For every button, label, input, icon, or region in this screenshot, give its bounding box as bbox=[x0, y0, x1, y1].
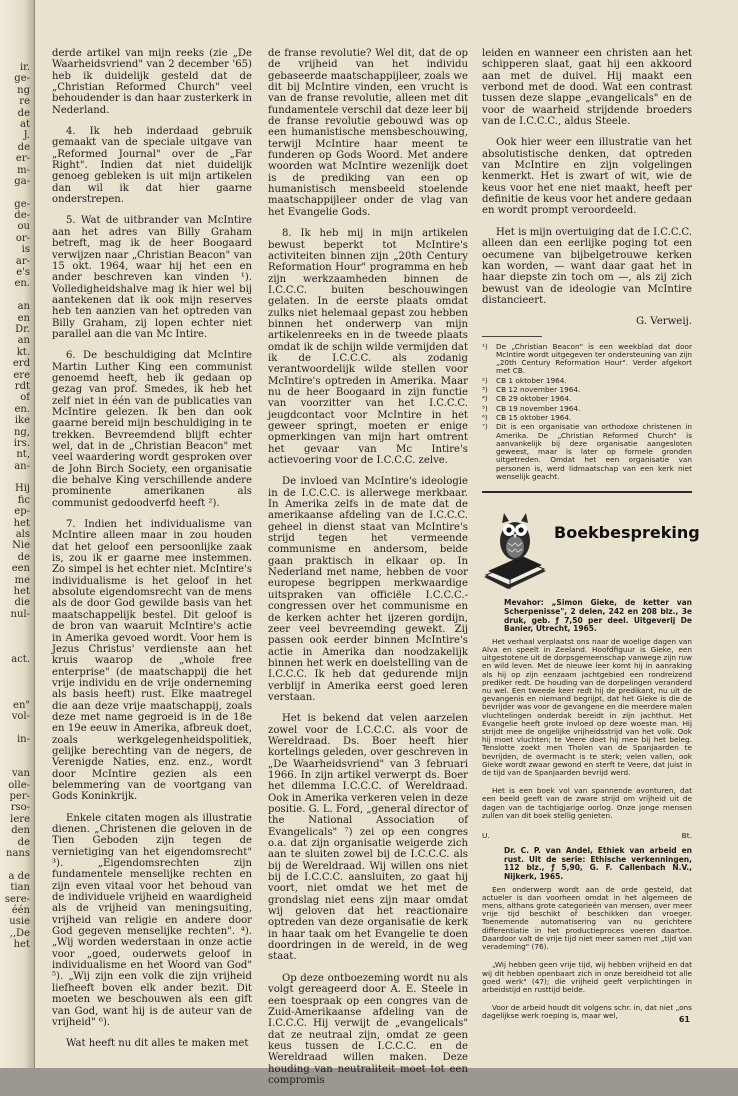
paragraph: 5. Wat de uitbrander van McIntire aan het adres van Billy Graham betreft, mag ik de heer Boogaard verwijzen naar „Christian Beacon" van 15 okt. 1964, waar hij het een en ander beschreven kan vinden ¹). Volledigheidshalve mag ik hier wel bij aantekenen dat ik ook mijn reserves heb ten aanzien van het optreden van Billy Graham, zij lopen echter niet parallel aan die van Mc Intire. bbox=[52, 215, 252, 340]
footnote-rule bbox=[482, 336, 542, 337]
spine-fragment: het bbox=[13, 585, 30, 597]
spine-fragment: an bbox=[17, 301, 30, 313]
spine-fragment: Nie bbox=[12, 540, 30, 552]
spine-fragment: rso- bbox=[10, 802, 30, 814]
footnote-text: CB 19 november 1964. bbox=[496, 403, 581, 413]
paragraph: 4. Ik heb inderdaad gebruik gemaakt van de speciale uitgave van „Reformed Journal" over de „Far Right". Indien dat niet duidelijk genoeg gebleken is uit mijn artikelen dan wil ik dat hier gaarne onderstrepen. bbox=[52, 126, 252, 206]
spine-fragment: rdt bbox=[14, 380, 30, 392]
spine-fragment: irs. bbox=[13, 437, 30, 449]
paragraph: leiden en wanneer een christen aan het schipperen slaat, gaat hij een akkoord aan met de duivel. Hij maakt een verbond met de dood. Wat een contrast tussen deze slappe „evangelicals" en de voor de waarheid strijdende broeders van de I.C.C.C., aldus Steele. bbox=[482, 48, 692, 128]
spine-fragment: e's bbox=[16, 267, 30, 279]
paragraph: Wat heeft nu dit alles te maken met bbox=[66, 1038, 249, 1050]
review-1-initials-left: U. bbox=[482, 830, 490, 840]
facing-page-gutter bbox=[0, 0, 35, 1068]
spine-fragment: het bbox=[13, 939, 30, 951]
spine-fragment: er- bbox=[15, 153, 30, 165]
footnote bbox=[482, 395, 692, 403]
spine-fragment: an bbox=[17, 335, 30, 347]
footnote-number: ⁶) bbox=[482, 412, 488, 422]
footnote-text: CB 15 oktober 1964. bbox=[496, 412, 572, 422]
spine-fragment bbox=[0, 677, 30, 688]
book-entry-1: Mevahor: „Simon Gieke, de ketter van Scherpenisse", 2 delen, 242 en 208 blz., 3e druk, geb. ƒ 7,50 per deel. Uitgeverij De Banier, Utrecht, 1965. bbox=[504, 598, 692, 634]
spine-fragment: de- bbox=[14, 210, 30, 222]
paragraph: Ook hier weer een illustratie van het absolutistische denken, dat optreden van McIntire en zijn volgelingen kenmerkt. Het is zwart of wit, wie de keus voor het ene niet maakt, heeft per definitie de keus voor het andere gedaan en wordt prompt veroordeeld. bbox=[482, 137, 693, 217]
spine-fragment: per- bbox=[9, 791, 30, 802]
spine-fragment: de bbox=[17, 107, 30, 119]
spine-fragment: de bbox=[17, 551, 30, 563]
spine-fragment: usie bbox=[9, 916, 30, 928]
spine-fragment: ar- bbox=[15, 255, 30, 267]
spine-fragment bbox=[0, 723, 30, 734]
column-right bbox=[482, 48, 700, 1031]
spine-fragment: fic bbox=[17, 494, 30, 506]
spine-fragment bbox=[0, 757, 30, 768]
spine-fragment: ep- bbox=[14, 506, 30, 518]
footnote bbox=[482, 343, 692, 376]
column-left bbox=[52, 48, 252, 1060]
footnote-number: ³) bbox=[482, 385, 488, 395]
review-2-paragraph-1: Een onderwerp wordt aan de orde gesteld, dat actueler is dan voorheen omdat in het algemeen de mens, althans grote categorieën van mensen, over meer vrije tijd beschikt of beschikken dan vroeger. Toenemende automatisering van nu gerichtere differentiatie in het productieproces voeren daartoe. Daardoor valt de vrije tijd niet meer samen met „tijd van verademing" (76). bbox=[482, 884, 692, 952]
spine-fragment: ,,De bbox=[9, 927, 30, 939]
spine-fragment bbox=[0, 643, 30, 654]
column-middle bbox=[268, 48, 468, 1096]
spine-fragment: Hij bbox=[14, 483, 30, 495]
footnote-number: ²) bbox=[482, 375, 488, 385]
paragraph: 8. Ik heb mij in mijn artikelen bewust beperkt tot McIntire's activiteiten binnen zijn „20th Century Reformation Hour" programma en heb zijn werkzaamheden binnen de I.C.C.C. buiten beschouwingen gelaten. In de eerste plaats omdat zulks niet helemaal gepast zou hebben binnen het onderwerp van mijn artikelenreeks en in de tweede plaats omdat ik de schijn wilde vermijden dat ik de I.C.C.C. als zodanig verantwoordelijk wilde stellen voor McIntire's optreden in Amerika. Maar nu de heer Boogaard in zijn functie van voorzitter van het I.C.C.C. jeugdcontact voor McIntire in het geweer springt, moeten er enige opmerkingen van mijn hart omtrent het gevaar van Mc Intire's actievoering voor de I.C.C.C. zelve. bbox=[268, 228, 468, 467]
spine-fragment: in- bbox=[16, 734, 30, 746]
paragraph: de franse revolutie? Wel dit, dat de op de vrijheid van het individu gebaseerde maatschappijleer, zoals we dit bij McIntire vinden, een vrucht is van de franse revolutie, alleen met dit fundamentele verschil dat deze leer bij de franse revolutie gebouwd was op een humanistische mensbeschouwing, terwijl McIntire haar meent te funderen op Gods Woord. Met andere woorden wat McIntire wezenlijk doet is de prediking van een op humanistisch mensbeeld stoelende maatschappijleer onder de vlag van het Evangelie Gods. bbox=[268, 48, 468, 218]
spine-fragment: ge- bbox=[14, 73, 30, 85]
spine-fragment: ere bbox=[13, 369, 30, 381]
spine-fragment: an- bbox=[14, 460, 30, 472]
paragraph: De invloed van McIntire's ideologie in de I.C.C.C. is allerwege merkbaar. In Amerika zelfs in de mate dat de amerikaanse afdeling van de I.C.C.C. geheel in dienst staat van McIntire's strijd tegen het vermeende communisme en andersom, beide gaan praktisch in elkaar op. In Nederland met name, hebben de voor europese begrippen merkwaardige uitspraken van officiële I.C.C.C.-congressen over het communisme en de kerken achter het ijzeren gordijn, zeer veel bevreemding gewekt. Zij passen ook eerder binnen McIntire's actie in Amerika dan noodzakelijk binnen het werk en doelstelling van de I.C.C.C. Ik heb dat gedurende mijn verblijf in Amerika eerst goed leren verstaan. bbox=[268, 476, 468, 703]
owl-on-books-icon bbox=[482, 503, 550, 595]
footnote-number: ⁴) bbox=[482, 394, 488, 404]
spine-fragment bbox=[0, 666, 30, 677]
footnote-text: CB 1 oktober 1964. bbox=[496, 375, 567, 385]
review-1-signature bbox=[482, 830, 692, 841]
spine-fragment: het bbox=[13, 517, 30, 529]
spine-fragment: en. bbox=[14, 403, 30, 415]
spine-fragment: ou bbox=[17, 221, 30, 233]
book-review-title: Boekbespreking bbox=[554, 523, 700, 543]
spine-fragment bbox=[0, 859, 30, 870]
book-entry-2: Dr. C. P. van Andel, Ethiek van arbeid en rust. Uit de serie: Ethische verkenningen, 112 blz., ƒ 5,90, G. F. Callenbach N.V., Nijkerk, 1965. bbox=[504, 846, 692, 882]
spine-fragment: a de bbox=[8, 870, 30, 882]
review-2-paragraph-2: „Wij hebben geen vrije tijd, wij hebben vrijheid en dat wij dit hebben openbaart zich in onze bereidheid tot alle goed werk" (47); die vrijheid geeft verplichtingen in arbeidstijd en rusttijd beide. bbox=[482, 960, 692, 994]
paragraph: Het is mijn overtuiging dat de I.C.C.C. alleen dan een eerlijke poging tot een oecumene van bijbelgetrouwe kerken kan worden, — want daar gaat het in haar diepste zin toch om —, als zij zich bewust van de ideologie van McIntire distancieert. bbox=[482, 226, 692, 306]
footnote-text: Dit is een organisatie van orthodoxe christenen in Amerika. De „Christian Reformed Church" is aanvankelijk bij deze organisatie aangesloten geweest, maar is later op formele gronden uitgetreden. Omdat het een organisatie van personen is, werd lidmaatschap van een kerk niet wenselijk geacht. bbox=[496, 422, 692, 482]
spine-fragment: als bbox=[15, 529, 30, 541]
footnote bbox=[482, 386, 692, 394]
review-1-paragraph-1: Het verhaal verplaatst ons naar de woelige dagen van Alva en speelt in Zeeland. Hoofdfiguur is Gieke, een uitgestotene uit de dorpsgemeenschap vanwege zijn ruw en wild leven. Met de nieuwe leer komt hij in aanraking als hij op zijn eenzaam jachtgebied een rondreizend prediker redt. De houding van de dorpelingen veranderd nu wel. Een tweede keer redt hij de predikant, nu uit de gevangenis en niemand begrijpt, dat het Gieke is die de bevrijder was voor de gevangene en die meerdere malen vluchtelingen onderdak bereidt in zijn jachthut. Het Evangelie heeft grote invloed op deze woeste man. Hij strijdt mee de ongelijke vrijheidsstrijd van het volk. Ook hij moet vluchten; te Veere doet hij mee bij het beleg. Tenslotte zoekt men Tholen van de Spanjaarden te bevrijden, de overmacht is te sterk; velen vallen, ook Gieke wordt zwaar gewond en sterft te Veere, dat juist in de tijd van de Spanjaarden bevrijd werd. bbox=[482, 636, 692, 777]
author-signature: G. Verweij. bbox=[636, 316, 692, 328]
spine-fragment: en" bbox=[13, 699, 30, 711]
footnote bbox=[482, 423, 692, 481]
spine-fragment: ir. bbox=[19, 62, 30, 73]
review-1-initials-right: Bt. bbox=[681, 830, 692, 840]
spine-fragment: één bbox=[11, 904, 30, 916]
footnote-text: De „Christian Beacon" is een weekblad dat door McIntire wordt uitgegeven ter ondersteuning van zijn „20th Century Reformation Hour". Verder afgekort met CB. bbox=[496, 341, 692, 376]
paragraph: Het is bekend dat velen aarzelen zowel voor de I.C.C.C. als voor de Wereldraad. Ds. Boer heeft hier kortelings geleden, over geschreven in „De Waarheidsvriend" van 3 februari 1966. In zijn artikel verwerpt ds. Boer het dilemma I.C.C.C. of Wereldraad. Ook in Amerika verkeren velen in deze positie. G. L. Ford, „general director of the National Association of Evangelicals" ⁷) zei op een congres o.a. dat zijn organisatie weigerde zich aan te sluiten zowel bij de I.C.C.C. als bij de Wereldraad. Wij willen ons niet bij de I.C.C.C. aansluiten, zo gaat hij voort, niet omdat we het met de grondslag niet eens zijn maar omdat wij geloven dat het reactionaire optreden van deze organisatie de kerk in haar taak om het Evangelie te doen doordringen in de wereld, in de weg staat. bbox=[268, 713, 468, 963]
spine-fragment: is bbox=[21, 244, 30, 256]
spine-fragment: van bbox=[11, 768, 30, 780]
spine-fragment: die bbox=[14, 597, 30, 609]
spine-fragment: nt, bbox=[16, 449, 30, 461]
paragraph: derde artikel van mijn reeks (zie „De Waarheidsvriend" van 2 december '65) heb ik duidelijk gesteld dat de „Christian Reformed Church" veel behoudender is dan haar zusterkerk in Nederland. bbox=[52, 48, 252, 116]
spine-fragment: olle- bbox=[8, 779, 30, 791]
spine-fragment: Dr. bbox=[15, 323, 30, 335]
footnote-number: ⁷) bbox=[482, 422, 488, 432]
spine-fragment: de bbox=[17, 836, 30, 848]
spine-fragment bbox=[0, 290, 30, 301]
paragraph: Op deze ontboezeming wordt nu als volgt gereageerd door A. E. Steele in een toespraak op een congres van de Zuid-Amerikaanse afdeling van de I.C.C.C. Hij verwijt de „evangelicals" dat ze neutraal zijn, omdat ze geen keus tussen de I.C.C.C. en de Wereldraad willen maken. Deze houding van neutraliteit moet tot een compromis bbox=[268, 972, 468, 1086]
spine-fragment bbox=[0, 472, 30, 483]
spine-fragment: den bbox=[11, 825, 30, 837]
spine-fragment: J. bbox=[23, 130, 30, 142]
spine-fragment: en bbox=[17, 312, 30, 324]
spine-fragment: vol- bbox=[11, 711, 30, 723]
article-conclusion bbox=[482, 48, 692, 306]
spine-fragment: ng, bbox=[13, 426, 30, 438]
footnote bbox=[482, 377, 692, 385]
spine-fragment: lere bbox=[10, 813, 30, 825]
review-2-paragraph-3: Voor de arbeid houdt dit volgens schr. in, dat niet „ons dagelijkse werk roeping is, maar wel, bbox=[482, 1003, 692, 1021]
spine-fragment: ike bbox=[14, 415, 30, 427]
spine-fragment: ge- bbox=[14, 198, 30, 210]
paragraph: 6. De beschuldiging dat McIntire Martin Luther King een communist genoemd heeft, heb ik gedaan op gezag van prof. Smedes, ik heb het zelf niet in één van de publicaties van McIntire gelezen. Ik ben dan ook gaarne bereid mijn beschuldiging in te trekken. Bevreemdend blijft echter wel, dat in de „Christian Beacon" met veel waardering wordt gesproken over de John Birch Society, een organisatie die behalve King verschillende andere prominente amerikanen als communist gedoodverfd heeft ²). bbox=[52, 350, 252, 509]
spine-fragment: or- bbox=[15, 232, 30, 244]
spine-fragment: erd bbox=[12, 358, 30, 370]
footnotes bbox=[482, 343, 692, 482]
book-review-header bbox=[482, 503, 700, 595]
page-number: 61 bbox=[678, 1015, 690, 1024]
spine-fragment: en. bbox=[14, 278, 30, 290]
spine-fragment: of bbox=[20, 392, 30, 404]
spine-fragment: nans bbox=[6, 847, 30, 859]
spine-fragment: re bbox=[19, 96, 30, 108]
spine-fragment: sere- bbox=[4, 893, 30, 905]
spine-fragment bbox=[0, 632, 30, 643]
spine-fragment bbox=[0, 620, 30, 631]
spine-fragment: kt. bbox=[16, 346, 30, 358]
spine-fragment: at bbox=[20, 118, 30, 130]
spine-fragment: me bbox=[14, 574, 30, 586]
spine-fragment: een bbox=[11, 563, 30, 575]
footnote-text: CB 29 oktober 1964. bbox=[496, 394, 572, 404]
spine-fragment bbox=[0, 745, 30, 756]
facing-page-text-fragments bbox=[0, 62, 30, 950]
section-divider bbox=[482, 491, 692, 493]
spine-fragment bbox=[0, 688, 30, 699]
footnote bbox=[482, 405, 692, 413]
spine-fragment: ga- bbox=[14, 175, 30, 187]
spine-fragment: act. bbox=[11, 654, 30, 666]
review-1-paragraph-2: Het is een boek vol van spannende avonturen, dat een beeld geeft van de zware strijd om vrijheid uit de dagen van de tachtigjarige oorlog. Onze jonge mensen zullen van dit boek stellig genieten. bbox=[482, 786, 692, 820]
spine-fragment: m- bbox=[17, 164, 30, 176]
spine-fragment: de bbox=[17, 141, 30, 153]
paragraph: 7. Indien het individualisme van McIntire alleen maar in zou houden dat het geloof een persoonlijke zaak is, zou ik er gaarne mee instemmen. Zo simpel is het echter niet. McIntire's individualisme is het geloof in het absolute eigendomsrecht van de mens als de door God gewilde basis van het maatschappelijk bestel. Dit geloof is de bron van waaruit McIntire's actie in Amerika gevoed wordt. Voor hem is Jezus Christus' verdienste aan het kruis waarop de „whole free enterprise" (de maatschappij die het vrije individu en de vrije onderneming als basis heeft) rust. Elke maatregel die aan deze vrije maatschappij, zoals deze met name gegroeid is in de 18e en 19e eeuw in Amerika, afbreuk doet, zoals werkgelegenheidspolitiek, gelijke berechting van de negers, de Verenigde Naties, enz. enz., wordt door McIntire gezien als een belemmering van de voortgang van Gods Koninkrijk. bbox=[52, 519, 252, 803]
spine-fragment: tian bbox=[10, 882, 30, 894]
footnote bbox=[482, 414, 692, 422]
spine-fragment bbox=[0, 187, 30, 198]
footnote-number: ¹) bbox=[482, 341, 488, 351]
footnote-number: ⁵) bbox=[482, 403, 488, 413]
spine-fragment: ng bbox=[17, 84, 30, 96]
footnote-text: CB 12 november 1964. bbox=[496, 385, 581, 395]
paragraph: Enkele citaten mogen als illustratie dienen. „Christenen die geloven in de Tien Geboden zijn tegen de vernietiging van het eigendomsrecht" ³). „Eigendomsrechten zijn fundamentele menselijke rechten en zijn even vitaal voor het behoud van de individuele vrijheid en waardigheid als de vrijheid van meningsuiting, vrijheid van religie en andere door God gegeven menselijke rechten". ⁴). „Wij worden wederstaan in onze actie voor „goed, ouderwets geloof in individualisme en het Woord van God" ⁵). „Wij zijn een volk die zijn vrijheid liefheeft boven elk ander bezit. Dit moeten we beschouwen als een gift van God, want hij is de auteur van de vrijheid" ⁶). bbox=[52, 812, 252, 1028]
spine-fragment: nul- bbox=[10, 608, 30, 620]
